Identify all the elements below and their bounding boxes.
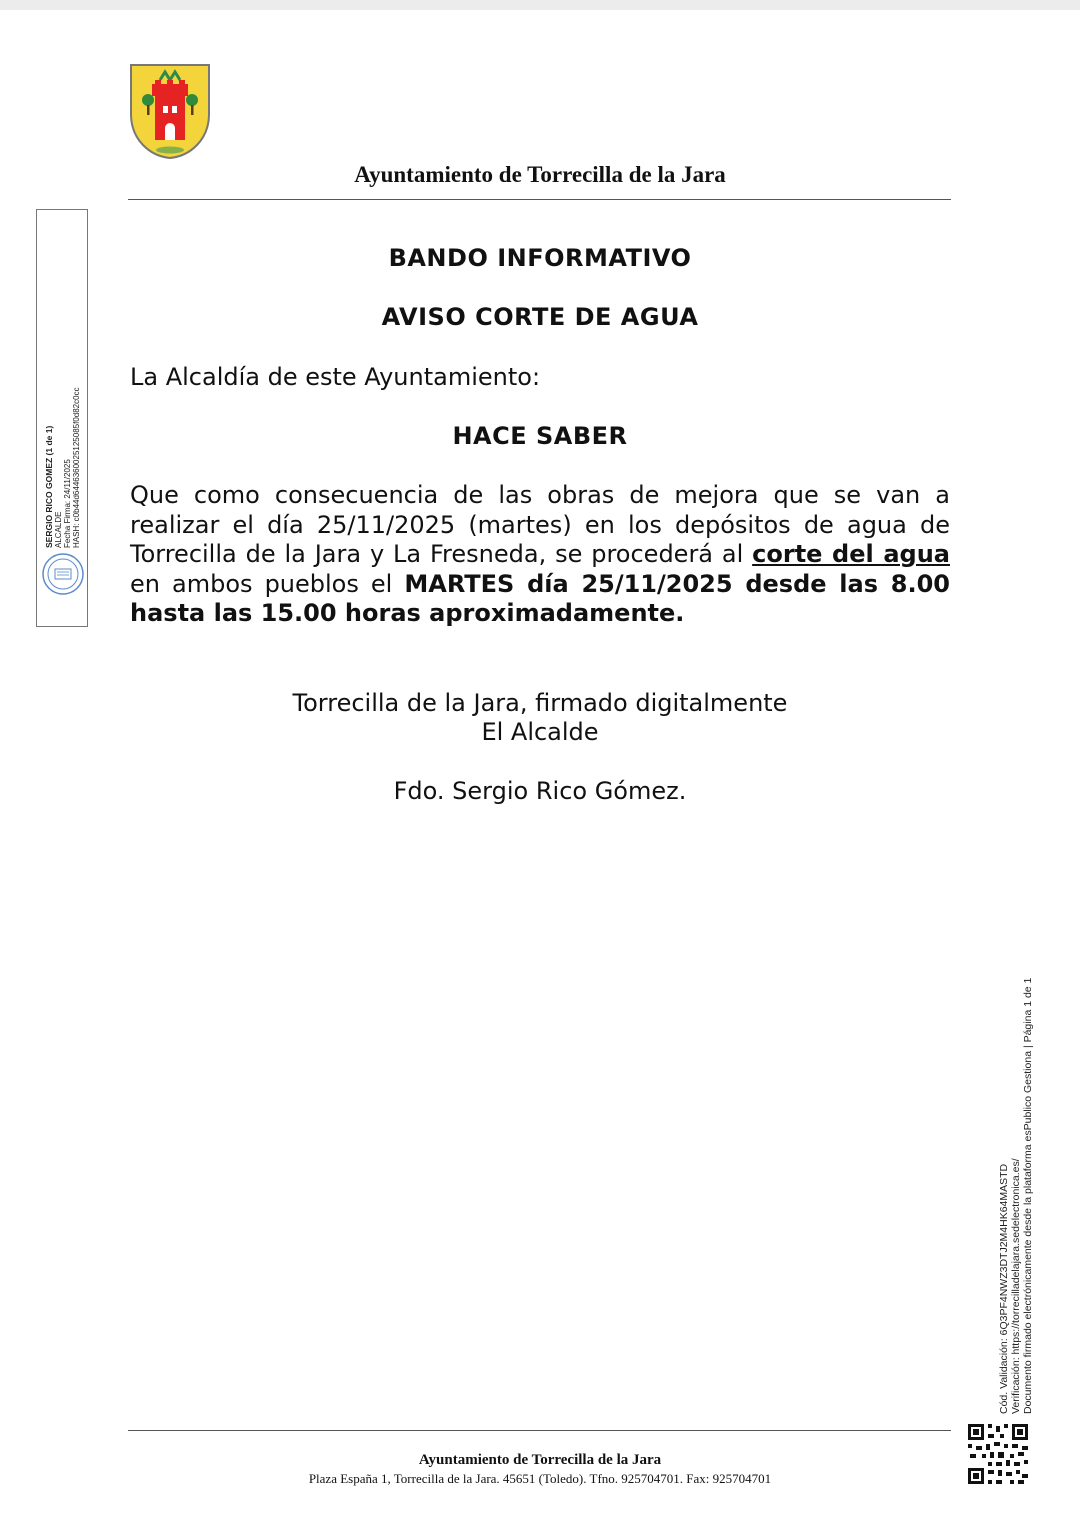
- sign-location: Torrecilla de la Jara, firmado digitalmente: [292, 689, 788, 717]
- intro-text: La Alcaldía de este Ayuntamiento:: [130, 363, 541, 391]
- notice-text-part2: en ambos pueblos el: [130, 569, 405, 598]
- footer-title: Ayuntamiento de Torrecilla de la Jara: [418, 1452, 662, 1468]
- official-seal-icon: [41, 552, 85, 596]
- signer-name: SERGIO RICO GOMEZ (1 de 1): [44, 425, 54, 548]
- header-title: Ayuntamiento de Torrecilla de la Jara: [354, 162, 726, 187]
- heading-aviso-corte: AVISO CORTE DE AGUA: [381, 303, 699, 331]
- footer-address: Plaza España 1, Torrecilla de la Jara. 45651 (Toledo). Tfno. 925704701. Fax: 925704701: [308, 1471, 772, 1486]
- signature-stamp-text: [45, 348, 81, 548]
- heading-hace-saber: HACE SABER: [452, 422, 628, 450]
- validation-text: [998, 954, 1034, 1414]
- notice-underlined: corte del agua: [752, 540, 950, 569]
- validation-code: Cód. Validación: 6Q3PF4NWZ3DTJ2M4HK64MASTD: [998, 1163, 1010, 1414]
- header-divider: [128, 199, 951, 200]
- coat-of-arms-icon: [128, 62, 212, 160]
- signature-date: Fecha Firma: 24/11/2025: [63, 459, 72, 548]
- validation-note: Documento firmado electrónicamente desde la plataforma esPublico Gestiona | Página 1 de 1: [1022, 977, 1034, 1414]
- signature-stamp: [36, 209, 88, 627]
- sign-role: El Alcalde: [481, 718, 599, 746]
- notice-text-part1: Que como consecuencia de las obras de mejora que se van a realizar el día 25/11/2025 (martes) en los depósitos de agua de Torrecilla de la Jara y La Fresneda, se procederá al: [130, 481, 950, 569]
- footer-divider: [128, 1430, 951, 1431]
- notice-paragraph: [130, 481, 950, 629]
- heading-bando-informativo: BANDO INFORMATIVO: [388, 244, 692, 272]
- qr-code-icon: [966, 1422, 1030, 1486]
- sign-name: Fdo. Sergio Rico Gómez.: [393, 777, 687, 805]
- signature-hash: HASH: c0b44d6446360025125085f0d82c0cc: [72, 387, 81, 548]
- top-bar: [0, 0, 1080, 10]
- validation-url: Verificación: https://torrecilladelajara.sedelectronica.es/: [1010, 1158, 1022, 1414]
- signer-role: ALCALDE: [54, 511, 63, 548]
- notice-bold: MARTES día 25/11/2025 desde las 8.00 hasta las 15.00 horas aproximadamente.: [130, 569, 950, 628]
